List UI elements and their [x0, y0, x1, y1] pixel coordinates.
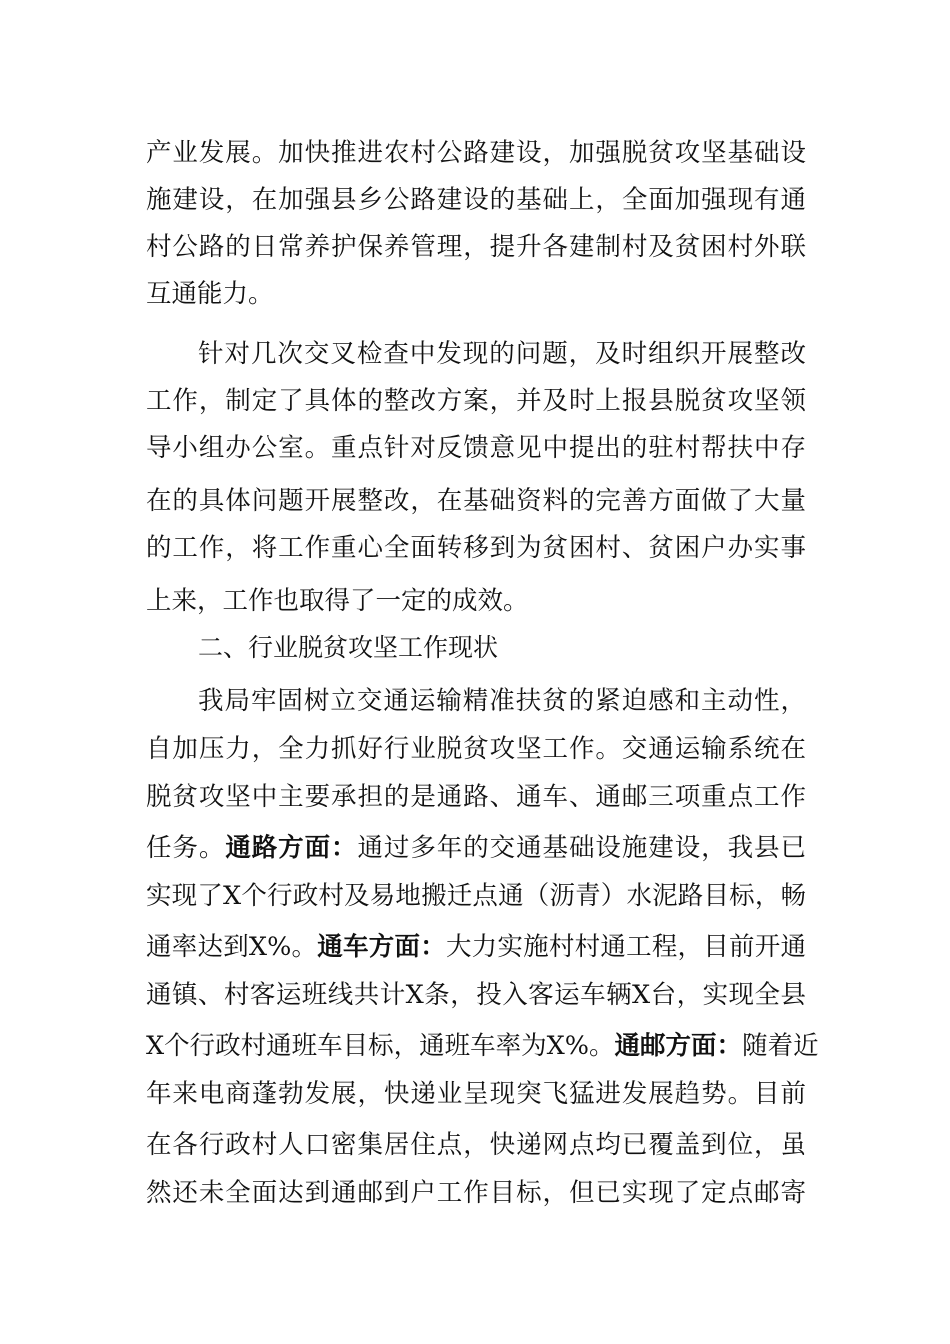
paragraph-line: 我局牢固树立交通运输精准扶贫的紧迫感和主动性， [198, 686, 806, 716]
paragraph-line: 自加压力，全力抓好行业脱贫攻坚工作。交通运输系统在 [146, 734, 806, 764]
postal-label: 通邮方面： [614, 1031, 743, 1061]
paragraph-line: 在各行政村人口密集居住点，快递网点均已覆盖到位，虽 [146, 1130, 806, 1160]
paragraph-line: 施建设，在加强县乡公路建设的基础上，全面加强现有通 [146, 185, 806, 215]
road-label: 通路方面： [225, 833, 358, 863]
text-run: 随着近 [742, 1031, 819, 1061]
paragraph-line: 在的具体问题开展整改，在基础资料的完善方面做了大量 [146, 486, 806, 516]
paragraph-line [146, 828, 806, 868]
paragraph-line: 针对几次交叉检查中发现的问题，及时组织开展整改 [198, 339, 806, 369]
paragraph-line: 通镇、村客运班线共计X条，投入客运车辆X台，实现全县 [146, 980, 806, 1010]
paragraph-line: 工作，制定了具体的整改方案，并及时上报县脱贫攻坚领 [146, 386, 806, 416]
text-run: 通率达到X%。 [146, 932, 318, 962]
paragraph-line: 脱贫攻坚中主要承担的是通路、通车、通邮三项重点工作 [146, 782, 806, 812]
text-run: 任务。 [146, 833, 226, 863]
paragraph-line [146, 1026, 819, 1066]
paragraph-line: 导小组办公室。重点针对反馈意见中提出的驻村帮扶中存 [146, 433, 806, 463]
text-run: 大力实施村村通工程，目前开通 [445, 932, 806, 962]
paragraph-line: 产业发展。加快推进农村公路建设，加强脱贫攻坚基础设 [146, 138, 806, 168]
section-heading: 二、行业脱贫攻坚工作现状 [198, 633, 499, 662]
paragraph-line: 上来，工作也取得了一定的成效。 [146, 586, 529, 616]
paragraph-line: 实现了X个行政村及易地搬迁点通（沥青）水泥路目标，畅 [146, 881, 806, 911]
paragraph-line: 年来电商蓬勃发展，快递业呈现突飞猛进发展趋势。目前 [146, 1079, 806, 1109]
text-run: 通过多年的交通基础设施建设，我县已 [357, 833, 806, 863]
paragraph-line: 互通能力。 [146, 279, 274, 309]
vehicle-label: 通车方面： [317, 932, 446, 962]
text-run: X个行政村通班车目标，通班车率为X%。 [146, 1031, 615, 1061]
paragraph-line [146, 927, 806, 967]
paragraph-line: 的工作，将工作重心全面转移到为贫困村、贫困户办实事 [146, 533, 806, 563]
paragraph-line: 村公路的日常养护保养管理，提升各建制村及贫困村外联 [146, 232, 806, 262]
paragraph-line: 然还未全面达到通邮到户工作目标，但已实现了定点邮寄 [146, 1178, 806, 1208]
